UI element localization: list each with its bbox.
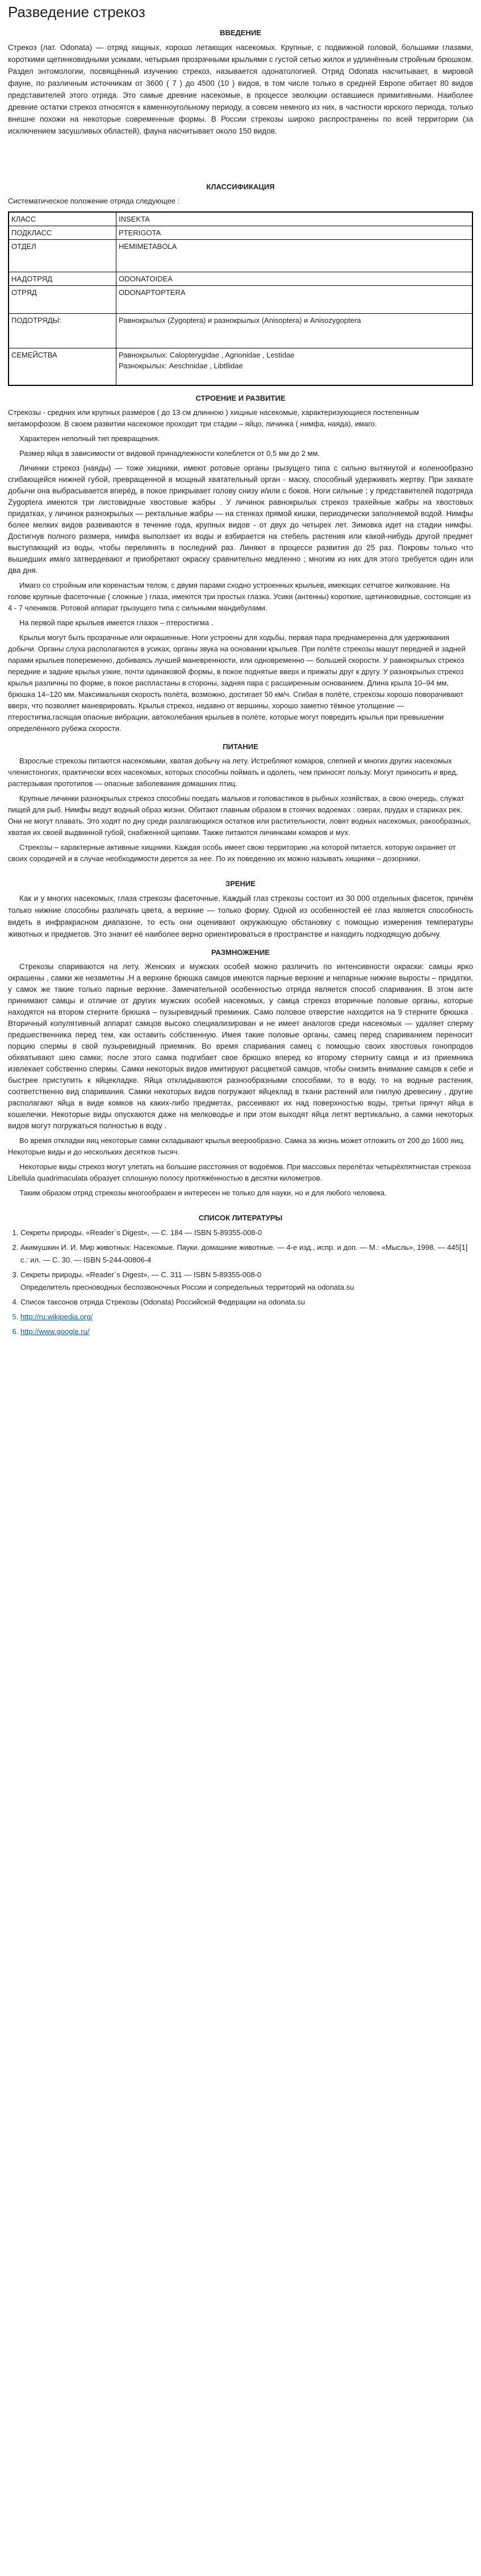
table-cell-value: ODONAPTOPTERA	[116, 286, 473, 314]
structure-heading: СТРОЕНИЕ И РАЗВИТИЕ	[195, 394, 286, 402]
table-cell-value: Равнокрылых (Zygoptera) и разнокрылых (Anisoptera) и Anisozygoptera	[116, 314, 473, 348]
nutrition-paragraph: Крупные личинки разнокрылых стрекоз способны поедать мальков и головастиков в рыбных хозяйствах, а свою очередь, служат пищей для рыб. Нимфы ведут водный образ жизни. Обитают главным образом в стоячих водоемах : озерах, прудах и стариках рек. Они не могут плавать. Это ходят по дну среди разлагающихся остатков или растительности, ловят водных насекомых, ракообразных, хватая их своей выдвинной губой, снабженной щипами. Также питаются личинками комаров и мух.	[8, 794, 471, 837]
table-cell-key: ПОДОТРЯДЫ:	[9, 314, 116, 348]
structure-paragraph: Личинки стрекоз (наяды) — тоже хищники, имеют ротовые органы грызущего типа с сильно вытянутой и коленообразно сгибающейся нижней губой, превращенной в мощный хватательный орган - маску, способный удерживать жертву. При захвате добычи она выбрасывается вперёд, в покое прикрывает голову снизу и/или с боков. Ноги сильные ; у представителей подотряда Zygoptera имеются три листовидные хвостовые жабры . У личинок равнокрылых стрекоз трахейные жабры на хвостовых придатках, у личинок разнокрылых — ректальные жабры — на стенках прямой кишки, периодически заполняемой водой. Нимфы более мелких видов развиваются в течение года, крупных видов - от двух до четырех лет. Зимовка идет на стадии нимфы. Достигнув полного размера, нимфа выползает из воды и взбирается на стебель растения или какой-нибудь другой предмет выступающий из воды, чтобы перелинять в последний раз. Линяют в процессе развития до 25 раз. Покровы только что вышедших имаго затвердевают и приобретают окраску сравнительно медленно ; многим из них для этого требуется один или два дня.	[8, 464, 473, 575]
table-cell-value: PTERIGOTA	[116, 226, 473, 240]
reproduction-paragraph: Таким образом отряд стрекозы многообразен и интересен не только для науки, но и для любого человека.	[19, 1189, 387, 1197]
spacer	[8, 140, 473, 174]
reference-link[interactable]: 5. http://ru.wikipedia.org/	[20, 1311, 473, 1323]
table-row	[9, 272, 472, 286]
intro-paragraph: Стрекоз (лат. Odonata) — отряд хищных, хорошо летающих насекомых. Крупные, с подвижной головой, большими глазами, короткими щетинковидными усиками, четырьмя прозрачными крыльями с густой сетью жилок и удлинённым стройным брюшком. Раздел энтомологии, посвящённый изучению стрекоз, называется одонатологией. Отряд Odonata насчитывает, в мировой фауне, по различным источникам от 3600 ( 7 ) до 4500 (10 ) видов, в том числе только в средней Европе обитает 80 видов представителей этого отряда. Это самые древние насекомые, в процессе эволюции оставшиеся примитивными. Наиболее древние остатки стрекоз относятся к каменноугольному периоду, а совсем немного из них, в частности юрского периода, только внешне похожи на некоторые современные формы. В России стрекозы широко распространены по всей территории (за исключением засушливых областей), фауна насчитывает около 150 видов.	[8, 43, 473, 135]
table-cell-key: ОТДЕЛ	[9, 240, 116, 272]
list-item: 3. Секреты природы. «Reader`s Digest», — С. 311 — ISBN 5-89355-008-0 Определитель пресноводных беспозвоночных России и сопредельных территорий на odonata.su	[20, 1269, 473, 1294]
vision-heading: ЗРЕНИЕ	[225, 879, 256, 888]
table-row	[9, 212, 472, 226]
nutrition-paragraph: Взрослые стрекозы питаются насекомыми, хватая добычу на лету. Истребляют комаров, слепней и многих других насекомых членистоногих, практически всех насекомых, которых способны поймать и одолеть, чем приносят пользу. Могут приносить и вред, растерзывая прототипов — опасные заболевания домашних птиц.	[8, 757, 458, 788]
classification-heading: КЛАССИФИКАЦИЯ	[206, 182, 275, 191]
references-heading: СПИСОК ЛИТЕРАТУРЫ	[198, 1214, 283, 1222]
table-cell-value: ODONATOIDEA	[116, 272, 473, 286]
reproduction-heading: РАЗМНОЖЕНИЕ	[211, 948, 270, 957]
structure-paragraph: На первой паре крыльев имеется глазок – птеростигма .	[19, 618, 214, 627]
structure-paragraph: Стрекозы - средних или крупных размеров ( до 13 см длинною ) хищные насекомые, характеризующиеся постепенным метаморфозом. В своем развитии насекомое проходит три стадии – яйцо, личинка ( нимфа, наяда), имаго.	[8, 408, 419, 428]
table-cell-value: INSEKTA	[116, 212, 473, 226]
table-row	[9, 240, 472, 272]
table-cell-value: HEMIMETABOLA	[116, 240, 473, 272]
structure-paragraph: Имаго со стройным или коренастым телом, с двумя парами сходно устроенных крыльев, имеющих сетчатое жилкование. На голове крупные фасеточные ( сложные ) глаза, имеются три простых глазка. Усики (антенны) короткие, щетинковидные, состоящие из 4 - 7 члеников. Ротовой аппарат грызущего типа с сильными мандибулами.	[8, 581, 471, 612]
references-list	[8, 1227, 473, 1338]
reproduction-paragraph: Во время откладки яиц некоторые самки складывают крылья веерообразно. Самка за жизнь может отложить от 200 до 1600 яиц. Некоторые виды и до нескольких десятков тысяч.	[8, 1136, 465, 1156]
table-cell-value: Равнокрылых: Calopterygidae , Agrionidae , Lestidae Разнокрылых: Aeschnidae , Libtllidae	[116, 348, 473, 386]
classification-table	[8, 211, 473, 386]
reference-link[interactable]: 6. http://www.google.ru/	[20, 1326, 473, 1338]
nutrition-heading: ПИТАНИЕ	[223, 742, 258, 751]
structure-paragraph: Крылья могут быть прозрачные или окрашенные. Ноги устроены для ходьбы, первая пара преднамеренна для удерживания добычи. Органы слуха располагаются в усиках, органы звука на основании крыльев. При полёте стрекозы машут передней и задней парами крыльев попеременно, добиваясь лучшей маневренности, или одновременно — большей скорости. У равнокрылых стрекоз передние и задние крылья узкие, почти одинаковой формы, в покое поднятые вверх и прижаты друг к другу. У разнокрылых стрекоз крылья различны по форме, в покое распластаны в стороны, задняя пара с расширенным основанием. Длина крыла 10–94 мм, брюшка 14–120 мм. Максимальная скорость полёта, возможно, достигает 50 км/ч. Сгибая в полёте, стрекозы хорошо поворачивают вверх, что позволяет маневрировать. Крылья стрекоз, недавно от вершины, хорошо заметно тёмное утолщение — птеростигма,гасящая опасные вибрации, автоколебания крыльев в полёте, которые могут повредить крылья при превышении определённого рубежа скорости.	[8, 633, 466, 733]
structure-paragraph: Размер яйца в зависимости от видовой принадлежности колеблется от 0,5 мм до 2 мм.	[19, 449, 320, 458]
reproduction-paragraph: Некоторые виды стрекоз могут улетать на большие расстояния от водоёмов. При массовых перелётах четырёхпятнистая стрекоза Libellula quadrimaculata образует сплошную полосу протяжённостью в десятки километров.	[8, 1162, 471, 1182]
table-cell-key: КЛАСС	[9, 212, 116, 226]
reproduction-paragraph: Стрекозы спариваются на лету. Женских и мужских особей можно различить по интенсивности окраски: самцы ярко окрашены , самки же незаметны .Н а верхине брюшка самцов имеются парные верхние и непарные нижние выросты – придатки, у самок же такие только парные верхние. Замечательной особенностью отряда является способ спаривания. В этом акте принимают самцы и отличие от других мужских особей насекомых, у самца стрекоз вторичные половые органы, которые находятся на втором стерните брюшка – пузыревидный преминик. Само половое отверстие находится на 9 стерните брюшка . Вторичный копулятивный аппарат самцов высоко специализирован и не имеет аналогов среди насекомых — удаляет сперму предшественника перед тем, как оставить собственную. Имея такие половые органы, самец перед спариванием переносит порцию спермы в свой пузыревидный приемник. Во время спаривания самец с помощью своих хвостовых гонопродов обхватывают шею самки; после этого самка подгибает свое брюшко вперед ко второму стерниту самца и из приемника извлекает собственно спермы. Самки некоторых видов имитируют расцветкой самцов, чтобы снизить внимание самцов к себе и быстрее приступить к яйцекладке. Яйца откладываются разнообразными способами, то в воду, то на водные растения, соответственно вид спаривания. Самки некоторых видов погружают яйцеклад в ткани растений или гнилую древесину , другие располагают яйца в виде комков на каких-либо предметах, рассеивают их над поверхностью воды, третьи прячут яйца в кошелечки. Некоторые виды опускаются даже на мелководье и при этом выходят яйца летят вертикально, а самки некоторых видов могут погружаться полностью в воду .	[8, 962, 473, 1130]
table-row	[9, 226, 472, 240]
table-cell-key: ОТРЯД	[9, 286, 116, 314]
nutrition-paragraph: Стрекозы – характерные активные хищники. Каждая особь имеет свою территорию ,на которой питается, которую охраняет от своих сородичей и в случае необходимости дерется за нее. По их поведению их можно называть хищники – дозорники.	[8, 843, 456, 863]
vision-paragraph: Как и у многих насекомых, глаза стрекозы фасеточные. Каждый глаз стрекозы состоит из 30 000 отдельных фасеток, причём только нижние способны различать цвета, а верхние — только форму. Одной из особенностей её глаз является способность видеть в инфракрасном диапазоне, то есть они оценивают окружающую обстановку с помощью измерения температуры животных и предметов. Это значит её наиболее верно ориентироваться в пространстве и находить подходящую добычу.	[8, 894, 473, 938]
table-cell-key: ПОДКЛАСС	[9, 226, 116, 240]
table-row	[9, 348, 472, 386]
table-row	[9, 286, 472, 314]
structure-paragraph: Характерен неполный тип превращения.	[19, 434, 160, 443]
document-title: Разведение стрекоз	[8, 3, 145, 20]
list-item: 2. Акимушкин И. И. Мир животных: Насекомые. Пауки. домашние животные. — 4-е изд., испр. и доп. — М.: «Мысль», 1998. — 445[1] с.: ил. — С. 30. — ISBN 5-244-00806-4	[20, 1241, 473, 1266]
classification-lead: Систематическое положение отряда следующее :	[8, 197, 180, 205]
intro-heading: ВВЕДЕНИЕ	[220, 28, 261, 37]
table-cell-key: СЕМЕЙСТВА	[9, 348, 116, 386]
list-item: 1. Секреты природы. «Reader`s Digest», — С. 184 — ISBN 5-89355-008-0	[20, 1227, 473, 1239]
list-item: 4. Список таксонов отряда Стрекозы (Odonata) Российской Федерации на odonata.su	[20, 1296, 473, 1308]
table-row	[9, 314, 472, 348]
table-cell-key: НАДОТРЯД	[9, 272, 116, 286]
